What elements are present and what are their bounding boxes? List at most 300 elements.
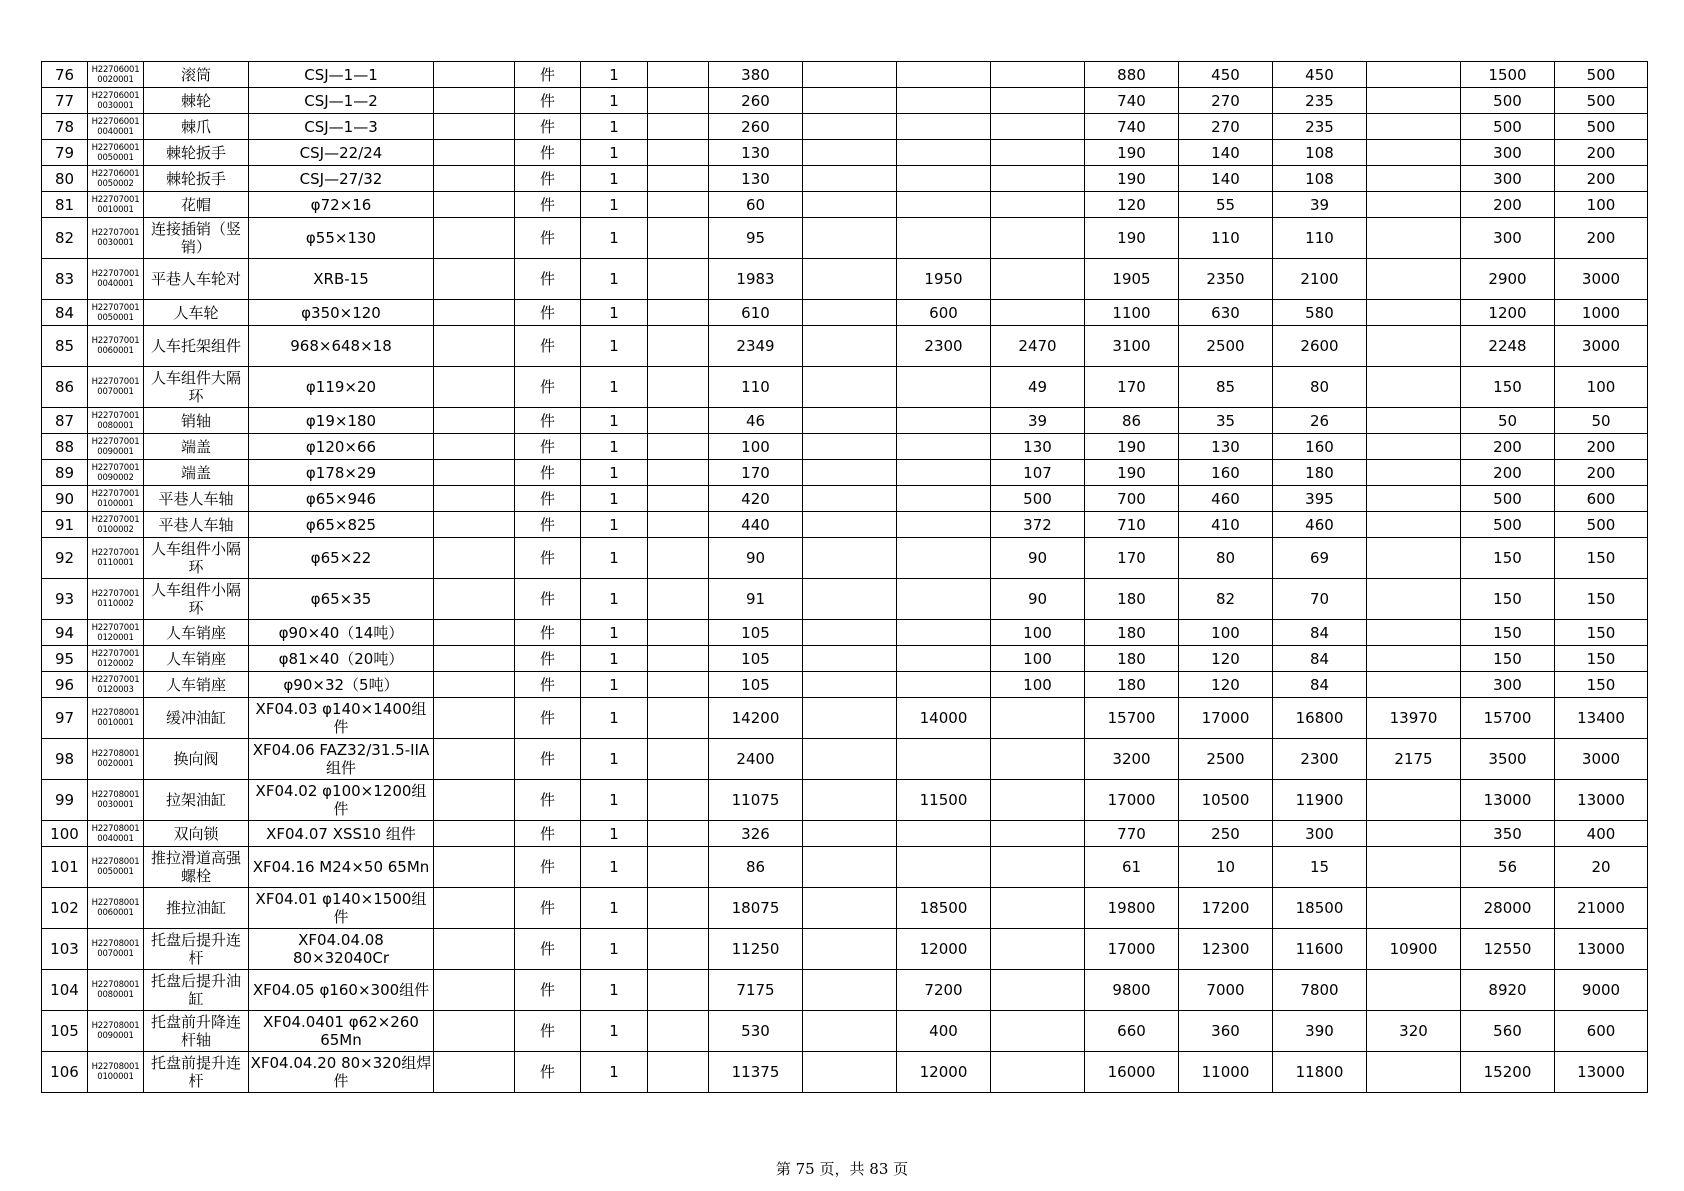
price-cell	[991, 888, 1085, 929]
price-cell: 17200	[1179, 888, 1273, 929]
item-code-cell: H22707001 0090002	[88, 460, 144, 486]
price-cell: 180	[1273, 460, 1367, 486]
price-cell: 150	[1555, 579, 1648, 620]
price-cell: 107	[991, 460, 1085, 486]
item-name-cell: 平巷人车轴	[144, 486, 249, 512]
price-cell	[991, 970, 1085, 1011]
price-cell	[1367, 367, 1461, 408]
price-cell: 420	[709, 486, 803, 512]
quantity-cell: 1	[581, 218, 648, 259]
row-number-cell: 91	[42, 512, 88, 538]
price-cell: 90	[709, 538, 803, 579]
price-cell: 105	[709, 646, 803, 672]
table-row	[42, 140, 1648, 166]
price-cell: 9800	[1085, 970, 1179, 1011]
price-cell: 100	[709, 434, 803, 460]
table-row	[42, 847, 1648, 888]
item-code-cell: H22707001 0050001	[88, 300, 144, 326]
price-cell: 700	[1085, 486, 1179, 512]
price-cell: 110	[1179, 218, 1273, 259]
price-cell: 170	[1085, 367, 1179, 408]
row-number-cell: 100	[42, 821, 88, 847]
price-cell: 11375	[709, 1052, 803, 1093]
table-row	[42, 739, 1648, 780]
item-name-cell: 推拉滑道高强螺栓	[144, 847, 249, 888]
blank-cell	[648, 192, 709, 218]
item-name-cell: 花帽	[144, 192, 249, 218]
price-cell	[803, 739, 897, 780]
price-cell: 10900	[1367, 929, 1461, 970]
price-cell: 19800	[1085, 888, 1179, 929]
item-code-cell: H22707001 0120003	[88, 672, 144, 698]
blank-cell	[434, 300, 515, 326]
price-cell	[803, 512, 897, 538]
blank-cell	[434, 739, 515, 780]
item-code-cell: H22707001 0110001	[88, 538, 144, 579]
unit-cell: 件	[515, 434, 581, 460]
price-cell: 320	[1367, 1011, 1461, 1052]
price-cell: 120	[1179, 672, 1273, 698]
price-cell	[803, 326, 897, 367]
price-cell: 18500	[897, 888, 991, 929]
price-cell: 108	[1273, 140, 1367, 166]
price-cell	[991, 218, 1085, 259]
quantity-cell: 1	[581, 698, 648, 739]
blank-cell	[648, 620, 709, 646]
price-cell	[1367, 326, 1461, 367]
price-cell: 12300	[1179, 929, 1273, 970]
price-table	[41, 61, 1648, 1093]
item-code-cell: H22708001 0010001	[88, 698, 144, 739]
blank-cell	[434, 780, 515, 821]
price-cell	[897, 166, 991, 192]
unit-cell: 件	[515, 929, 581, 970]
price-cell: 140	[1179, 140, 1273, 166]
table-row	[42, 579, 1648, 620]
price-cell: 10	[1179, 847, 1273, 888]
blank-cell	[648, 672, 709, 698]
price-cell: 200	[1555, 218, 1648, 259]
blank-cell	[434, 259, 515, 300]
price-cell	[991, 192, 1085, 218]
item-name-cell: 托盘前升降连杆轴	[144, 1011, 249, 1052]
price-cell: 180	[1085, 579, 1179, 620]
spec-cell: XF04.01 φ140×1500组件	[249, 888, 434, 929]
unit-cell: 件	[515, 460, 581, 486]
table-row	[42, 166, 1648, 192]
price-cell: 108	[1273, 166, 1367, 192]
item-name-cell: 双向锁	[144, 821, 249, 847]
blank-cell	[648, 218, 709, 259]
unit-cell: 件	[515, 888, 581, 929]
price-cell: 2500	[1179, 326, 1273, 367]
unit-cell: 件	[515, 367, 581, 408]
item-code-cell: H22707001 0100002	[88, 512, 144, 538]
spec-cell: φ55×130	[249, 218, 434, 259]
price-cell: 2350	[1179, 259, 1273, 300]
price-cell: 260	[709, 114, 803, 140]
price-cell	[991, 847, 1085, 888]
price-cell: 460	[1273, 512, 1367, 538]
price-cell: 13400	[1555, 698, 1648, 739]
price-cell: 2470	[991, 326, 1085, 367]
price-cell: 160	[1273, 434, 1367, 460]
price-cell	[897, 538, 991, 579]
price-cell: 500	[1461, 114, 1555, 140]
price-cell: 11250	[709, 929, 803, 970]
price-cell	[897, 62, 991, 88]
price-cell	[803, 1011, 897, 1052]
price-cell	[803, 114, 897, 140]
item-code-cell: H22708001 0060001	[88, 888, 144, 929]
footer-suffix: 页	[893, 1160, 909, 1178]
unit-cell: 件	[515, 780, 581, 821]
price-cell	[803, 218, 897, 259]
price-cell: 235	[1273, 88, 1367, 114]
item-name-cell: 端盖	[144, 460, 249, 486]
item-name-cell: 端盖	[144, 434, 249, 460]
row-number-cell: 94	[42, 620, 88, 646]
price-cell: 300	[1461, 140, 1555, 166]
quantity-cell: 1	[581, 140, 648, 166]
price-cell: 16800	[1273, 698, 1367, 739]
blank-cell	[648, 646, 709, 672]
price-cell: 460	[1179, 486, 1273, 512]
price-cell	[991, 698, 1085, 739]
price-cell: 11900	[1273, 780, 1367, 821]
quantity-cell: 1	[581, 1011, 648, 1052]
table-row	[42, 821, 1648, 847]
spec-cell: φ65×946	[249, 486, 434, 512]
item-name-cell: 棘轮扳手	[144, 166, 249, 192]
price-cell	[991, 300, 1085, 326]
item-name-cell: 人车销座	[144, 672, 249, 698]
price-cell: 770	[1085, 821, 1179, 847]
price-cell: 100	[1555, 367, 1648, 408]
price-cell: 120	[1179, 646, 1273, 672]
spec-cell: XF04.04.08 80×32040Cr	[249, 929, 434, 970]
price-cell: 84	[1273, 646, 1367, 672]
price-cell: 7800	[1273, 970, 1367, 1011]
price-cell: 86	[709, 847, 803, 888]
price-cell: 2500	[1179, 739, 1273, 780]
price-cell: 500	[1555, 114, 1648, 140]
price-cell: 110	[709, 367, 803, 408]
table-row	[42, 88, 1648, 114]
table-row	[42, 698, 1648, 739]
price-cell: 3000	[1555, 259, 1648, 300]
blank-cell	[434, 620, 515, 646]
blank-cell	[434, 512, 515, 538]
price-cell: 270	[1179, 88, 1273, 114]
price-cell: 50	[1555, 408, 1648, 434]
price-cell	[803, 486, 897, 512]
price-cell: 500	[1461, 512, 1555, 538]
blank-cell	[648, 698, 709, 739]
blank-cell	[648, 739, 709, 780]
price-cell: 395	[1273, 486, 1367, 512]
table-row	[42, 408, 1648, 434]
price-cell: 9000	[1555, 970, 1648, 1011]
item-name-cell: 人车组件小隔环	[144, 538, 249, 579]
blank-cell	[648, 970, 709, 1011]
item-code-cell: H22707001 0090001	[88, 434, 144, 460]
price-cell: 440	[709, 512, 803, 538]
price-cell	[803, 698, 897, 739]
price-cell: 500	[1555, 88, 1648, 114]
price-cell: 15	[1273, 847, 1367, 888]
blank-cell	[434, 218, 515, 259]
price-cell	[803, 672, 897, 698]
price-cell: 12000	[897, 929, 991, 970]
item-code-cell: H22707001 0110002	[88, 579, 144, 620]
price-cell: 60	[709, 192, 803, 218]
quantity-cell: 1	[581, 259, 648, 300]
price-cell: 7000	[1179, 970, 1273, 1011]
price-cell: 300	[1461, 218, 1555, 259]
spec-cell: φ72×16	[249, 192, 434, 218]
spec-cell: φ65×35	[249, 579, 434, 620]
blank-cell	[648, 888, 709, 929]
price-cell	[803, 367, 897, 408]
price-cell: 56	[1461, 847, 1555, 888]
price-cell	[897, 88, 991, 114]
quantity-cell: 1	[581, 434, 648, 460]
item-name-cell: 托盘后提升油缸	[144, 970, 249, 1011]
item-code-cell: H22708001 0090001	[88, 1011, 144, 1052]
price-cell: 260	[709, 88, 803, 114]
quantity-cell: 1	[581, 166, 648, 192]
price-cell: 90	[991, 538, 1085, 579]
price-cell	[1367, 538, 1461, 579]
row-number-cell: 85	[42, 326, 88, 367]
item-name-cell: 棘轮	[144, 88, 249, 114]
price-cell: 600	[1555, 486, 1648, 512]
item-code-cell: H22708001 0050001	[88, 847, 144, 888]
quantity-cell: 1	[581, 300, 648, 326]
blank-cell	[434, 646, 515, 672]
price-cell	[897, 140, 991, 166]
price-cell: 2300	[1273, 739, 1367, 780]
blank-cell	[648, 486, 709, 512]
table-row	[42, 888, 1648, 929]
price-cell	[1367, 821, 1461, 847]
price-cell	[897, 434, 991, 460]
unit-cell: 件	[515, 538, 581, 579]
price-cell: 150	[1461, 579, 1555, 620]
row-number-cell: 106	[42, 1052, 88, 1093]
unit-cell: 件	[515, 218, 581, 259]
spec-cell: φ119×20	[249, 367, 434, 408]
row-number-cell: 86	[42, 367, 88, 408]
item-name-cell: 平巷人车轴	[144, 512, 249, 538]
price-cell: 2100	[1273, 259, 1367, 300]
blank-cell	[648, 434, 709, 460]
price-cell: 130	[1179, 434, 1273, 460]
price-cell	[803, 300, 897, 326]
price-cell: 560	[1461, 1011, 1555, 1052]
unit-cell: 件	[515, 672, 581, 698]
price-cell: 26	[1273, 408, 1367, 434]
price-cell: 300	[1461, 166, 1555, 192]
price-cell	[1367, 300, 1461, 326]
blank-cell	[648, 326, 709, 367]
price-cell	[897, 739, 991, 780]
spec-cell: XF04.02 φ100×1200组件	[249, 780, 434, 821]
spec-cell: φ65×825	[249, 512, 434, 538]
quantity-cell: 1	[581, 486, 648, 512]
price-cell: 1950	[897, 259, 991, 300]
price-cell	[991, 88, 1085, 114]
price-cell: 21000	[1555, 888, 1648, 929]
price-cell: 100	[991, 672, 1085, 698]
price-cell	[1367, 888, 1461, 929]
unit-cell: 件	[515, 408, 581, 434]
spec-cell: φ81×40（20吨）	[249, 646, 434, 672]
table-row	[42, 300, 1648, 326]
price-cell: 17000	[1085, 780, 1179, 821]
unit-cell: 件	[515, 821, 581, 847]
item-name-cell: 人车销座	[144, 646, 249, 672]
table-row	[42, 672, 1648, 698]
price-cell: 1983	[709, 259, 803, 300]
blank-cell	[434, 672, 515, 698]
price-cell	[897, 579, 991, 620]
price-cell	[897, 672, 991, 698]
quantity-cell: 1	[581, 646, 648, 672]
row-number-cell: 89	[42, 460, 88, 486]
row-number-cell: 99	[42, 780, 88, 821]
quantity-cell: 1	[581, 326, 648, 367]
item-code-cell: H22706001 0020001	[88, 62, 144, 88]
table-row	[42, 326, 1648, 367]
price-cell: 100	[991, 646, 1085, 672]
price-cell	[803, 259, 897, 300]
blank-cell	[434, 367, 515, 408]
row-number-cell: 90	[42, 486, 88, 512]
price-cell: 17000	[1085, 929, 1179, 970]
blank-cell	[648, 114, 709, 140]
price-cell	[1367, 486, 1461, 512]
spec-cell: XF04.16 M24×50 65Mn	[249, 847, 434, 888]
price-cell: 86	[1085, 408, 1179, 434]
unit-cell: 件	[515, 698, 581, 739]
price-cell	[803, 538, 897, 579]
price-cell: 12000	[897, 1052, 991, 1093]
price-cell	[803, 821, 897, 847]
unit-cell: 件	[515, 326, 581, 367]
price-cell: 46	[709, 408, 803, 434]
quantity-cell: 1	[581, 1052, 648, 1093]
price-cell: 18075	[709, 888, 803, 929]
price-cell: 13000	[1461, 780, 1555, 821]
item-name-cell: 棘爪	[144, 114, 249, 140]
price-cell: 326	[709, 821, 803, 847]
price-cell: 120	[1085, 192, 1179, 218]
blank-cell	[434, 1052, 515, 1093]
item-code-cell: H22708001 0100001	[88, 1052, 144, 1093]
row-number-cell: 78	[42, 114, 88, 140]
price-cell	[1367, 780, 1461, 821]
row-number-cell: 84	[42, 300, 88, 326]
price-cell: 200	[1461, 434, 1555, 460]
row-number-cell: 102	[42, 888, 88, 929]
item-code-cell: H22707001 0010001	[88, 192, 144, 218]
table-row	[42, 780, 1648, 821]
table-row	[42, 1052, 1648, 1093]
blank-cell	[434, 821, 515, 847]
row-number-cell: 95	[42, 646, 88, 672]
price-cell: 1500	[1461, 62, 1555, 88]
item-name-cell: 托盘后提升连杆	[144, 929, 249, 970]
price-cell	[803, 970, 897, 1011]
price-cell: 372	[991, 512, 1085, 538]
item-name-cell: 人车组件大隔环	[144, 367, 249, 408]
price-cell: 580	[1273, 300, 1367, 326]
quantity-cell: 1	[581, 538, 648, 579]
price-cell: 200	[1555, 434, 1648, 460]
blank-cell	[648, 166, 709, 192]
price-cell: 500	[1555, 62, 1648, 88]
price-cell: 150	[1555, 646, 1648, 672]
spec-cell: XF04.06 FAZ32/31.5-IIA 组件	[249, 739, 434, 780]
price-cell: 300	[1461, 672, 1555, 698]
price-cell	[991, 739, 1085, 780]
price-cell: 49	[991, 367, 1085, 408]
spec-cell: XF04.04.20 80×320组焊件	[249, 1052, 434, 1093]
item-code-cell: H22706001 0040001	[88, 114, 144, 140]
quantity-cell: 1	[581, 821, 648, 847]
price-cell: 2248	[1461, 326, 1555, 367]
price-cell: 100	[1179, 620, 1273, 646]
price-cell: 80	[1179, 538, 1273, 579]
spec-cell: CSJ—1—2	[249, 88, 434, 114]
spec-cell: φ90×32（5吨）	[249, 672, 434, 698]
item-code-cell: H22706001 0050001	[88, 140, 144, 166]
spec-cell: 968×648×18	[249, 326, 434, 367]
quantity-cell: 1	[581, 512, 648, 538]
price-cell: 200	[1461, 192, 1555, 218]
price-cell: 190	[1085, 218, 1179, 259]
price-cell: 740	[1085, 114, 1179, 140]
item-name-cell: 缓冲油缸	[144, 698, 249, 739]
price-cell: 39	[991, 408, 1085, 434]
price-cell: 95	[709, 218, 803, 259]
price-cell: 13000	[1555, 780, 1648, 821]
unit-cell: 件	[515, 579, 581, 620]
unit-cell: 件	[515, 140, 581, 166]
item-code-cell: H22707001 0100001	[88, 486, 144, 512]
price-cell: 3100	[1085, 326, 1179, 367]
row-number-cell: 105	[42, 1011, 88, 1052]
unit-cell: 件	[515, 486, 581, 512]
blank-cell	[434, 140, 515, 166]
price-cell: 130	[709, 140, 803, 166]
blank-cell	[648, 88, 709, 114]
blank-cell	[434, 847, 515, 888]
table-row	[42, 929, 1648, 970]
row-number-cell: 97	[42, 698, 88, 739]
quantity-cell: 1	[581, 739, 648, 780]
price-cell: 500	[1461, 486, 1555, 512]
price-cell: 235	[1273, 114, 1367, 140]
price-cell: 150	[1461, 367, 1555, 408]
price-cell	[803, 780, 897, 821]
price-cell: 200	[1555, 166, 1648, 192]
table-row	[42, 460, 1648, 486]
quantity-cell: 1	[581, 780, 648, 821]
item-name-cell: 换向阀	[144, 739, 249, 780]
